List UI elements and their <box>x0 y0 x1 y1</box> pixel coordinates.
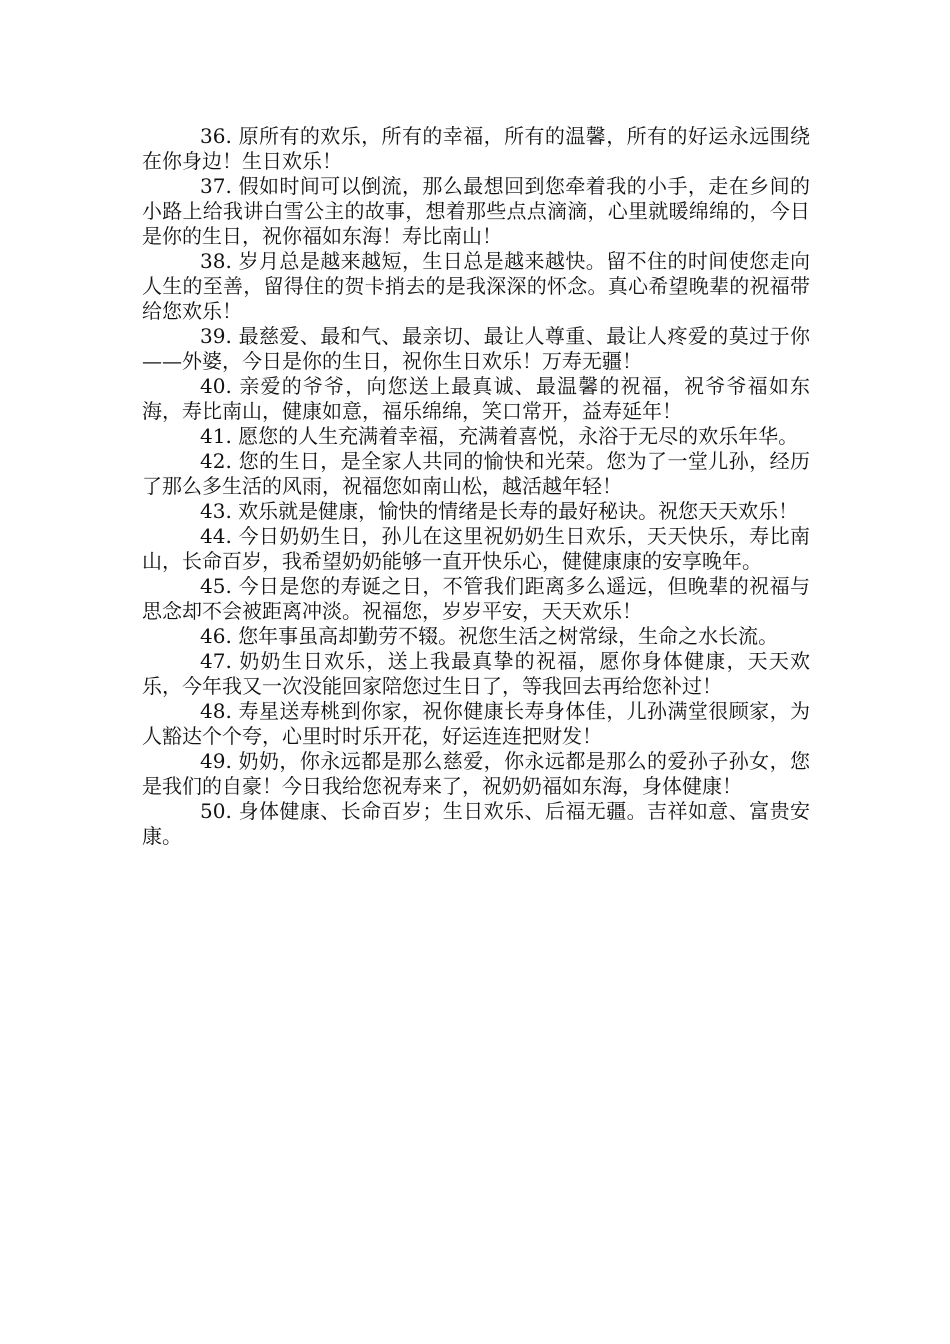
paragraph-50: 50. 身体健康、长命百岁；生日欢乐、后福无疆。吉祥如意、富贵安康。 <box>142 799 810 848</box>
paragraph-37: 37. 假如时间可以倒流，那么最想回到您牵着我的小手，走在乡间的小路上给我讲白雪公主的故事，想着那些点点滴滴，心里就暖绵绵的，今日是你的生日，祝你福如东海！寿比南山！ <box>142 174 810 248</box>
paragraph-47: 47. 奶奶生日欢乐，送上我最真挚的祝福，愿你身体健康，天天欢乐，今年我又一次没能回家陪您过生日了，等我回去再给您补过！ <box>142 649 810 698</box>
paragraph-39: 39. 最慈爱、最和气、最亲切、最让人尊重、最让人疼爱的莫过于你——外婆，今日是你的生日，祝你生日欢乐！万寿无疆！ <box>142 324 810 373</box>
paragraph-44: 44. 今日奶奶生日，孙儿在这里祝奶奶生日欢乐，天天快乐，寿比南山，长命百岁，我希望奶奶能够一直开快乐心，健健康康的安享晚年。 <box>142 524 810 573</box>
paragraph-48: 48. 寿星送寿桃到你家，祝你健康长寿身体佳，儿孙满堂很顾家，为人豁达个个夸，心里时时乐开花，好运连连把财发！ <box>142 699 810 748</box>
paragraph-40: 40. 亲爱的爷爷，向您送上最真诚、最温馨的祝福，祝爷爷福如东海，寿比南山，健康如意，福乐绵绵，笑口常开，益寿延年！ <box>142 374 810 423</box>
paragraph-41: 41. 愿您的人生充满着幸福，充满着喜悦，永浴于无尽的欢乐年华。 <box>200 424 799 448</box>
paragraph-43: 43. 欢乐就是健康，愉快的情绪是长寿的最好秘诀。祝您天天欢乐！ <box>200 499 799 523</box>
paragraph-38: 38. 岁月总是越来越短，生日总是越来越快。留不住的时间使您走向人生的至善，留得住的贺卡捎去的是我深深的怀念。真心希望晚辈的祝福带给您欢乐！ <box>142 249 810 323</box>
paragraph-36: 36. 原所有的欢乐，所有的幸福，所有的温馨，所有的好运永远围绕在你身边！生日欢乐！ <box>142 124 810 173</box>
paragraph-46: 46. 您年事虽高却勤劳不辍。祝您生活之树常绿，生命之水长流。 <box>200 624 779 648</box>
paragraph-49: 49. 奶奶，你永远都是那么慈爱，你永远都是那么的爱孙子孙女，您是我们的自豪！今日我给您祝寿来了，祝奶奶福如东海，身体健康！ <box>142 749 810 798</box>
paragraph-42: 42. 您的生日，是全家人共同的愉快和光荣。您为了一堂儿孙，经历了那么多生活的风雨，祝福您如南山松，越活越年轻！ <box>142 449 810 498</box>
document-body <box>142 124 810 849</box>
paragraph-45: 45. 今日是您的寿诞之日，不管我们距离多么遥远，但晚辈的祝福与思念却不会被距离冲淡。祝福您，岁岁平安，天天欢乐！ <box>142 574 810 623</box>
